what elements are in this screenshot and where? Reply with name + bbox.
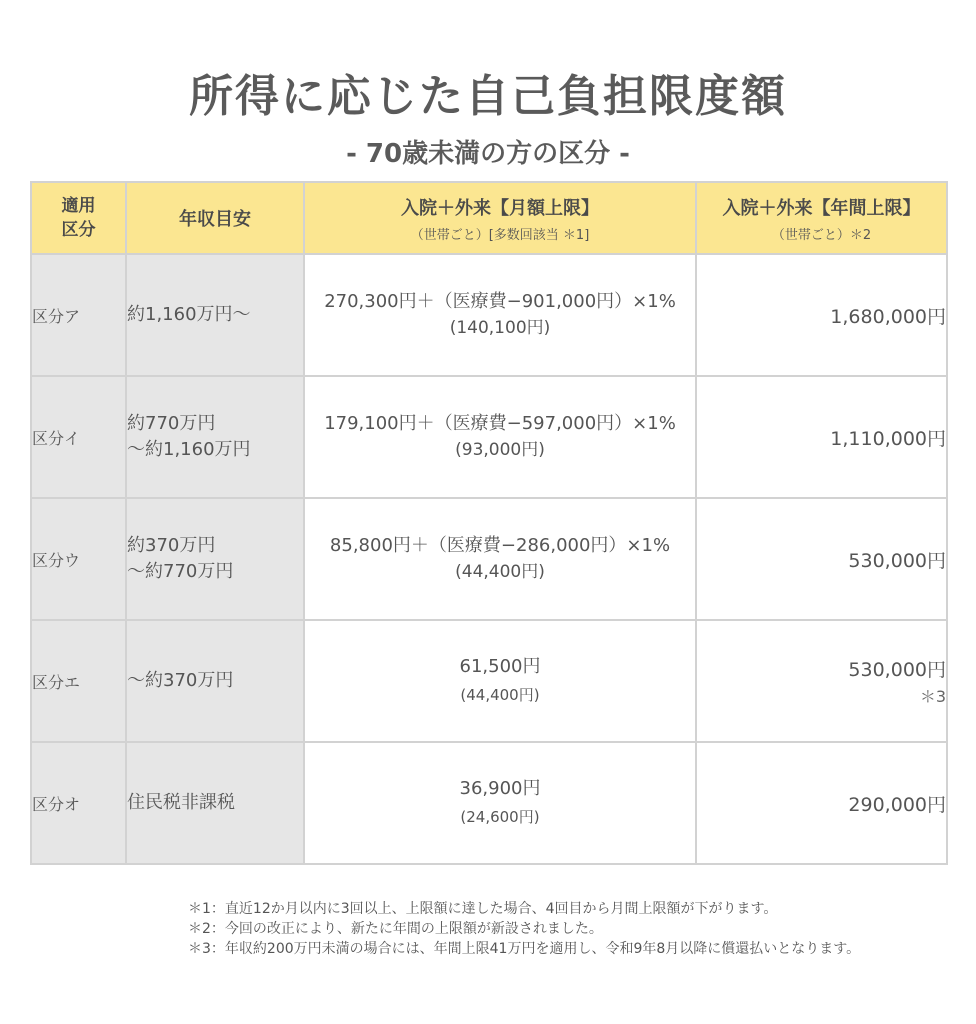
- footnotes: [188, 899, 860, 959]
- row-annual-value: 1,680,000円: [830, 305, 946, 328]
- row-annual: [696, 620, 947, 742]
- row-monthly-multiple: (93,000円): [455, 440, 545, 460]
- row-monthly-multiple: (140,100円): [449, 318, 551, 338]
- row-annual-value: 1,110,000円: [830, 427, 946, 450]
- row-income-line: 約1,160万円〜: [127, 304, 251, 325]
- table-row: [31, 376, 947, 498]
- header-income: 年収目安: [126, 182, 304, 254]
- row-income: [126, 254, 304, 376]
- row-monthly-multiple: (44,400円): [455, 562, 545, 582]
- header-monthly-main: 入院＋外来【月額上限】: [401, 197, 599, 219]
- row-monthly-formula: 61,500円: [459, 656, 541, 677]
- row-income-line: 約770万円: [127, 413, 216, 434]
- header-category-line1: 適用: [61, 196, 96, 216]
- row-monthly-formula: 36,900円: [459, 778, 541, 799]
- row-monthly: [304, 742, 696, 864]
- row-monthly-multiple: (44,400円): [460, 686, 540, 704]
- row-annual-value: 530,000円: [848, 659, 946, 681]
- row-category: 区分ア: [31, 254, 126, 376]
- row-monthly: [304, 254, 696, 376]
- header-category-line2: 区分: [61, 220, 96, 240]
- row-income-line: 〜約770万円: [127, 561, 234, 582]
- row-annual: [696, 254, 947, 376]
- row-annual-value: 530,000円: [848, 549, 946, 572]
- table-row: [31, 620, 947, 742]
- row-monthly: [304, 376, 696, 498]
- row-annual: [696, 498, 947, 620]
- page-title: 所得に応じた自己負担限度額: [189, 71, 787, 122]
- header-annual-sub: （世帯ごと）＊2: [771, 227, 872, 243]
- row-annual-value: 290,000円: [848, 793, 946, 816]
- limit-table: [30, 181, 948, 865]
- page-subtitle: - 70歳未満の方の区分 -: [346, 139, 630, 169]
- row-income-line: 〜約1,160万円: [127, 439, 251, 460]
- table-header-row: [31, 182, 947, 254]
- row-monthly: [304, 620, 696, 742]
- row-annual: [696, 742, 947, 864]
- row-category: 区分イ: [31, 376, 126, 498]
- row-category: 区分エ: [31, 620, 126, 742]
- row-income-line: 約370万円: [127, 535, 216, 556]
- table-row: [31, 742, 947, 864]
- row-annual: [696, 376, 947, 498]
- row-income: [126, 376, 304, 498]
- row-income: [126, 742, 304, 864]
- row-monthly-formula: 270,300円＋（医療費−901,000円）×1%: [324, 291, 676, 312]
- row-monthly-formula: 85,800円＋（医療費−286,000円）×1%: [329, 535, 671, 556]
- header-monthly-sub: （世帯ごと）[多数回該当 ＊1]: [410, 227, 590, 243]
- row-income: [126, 498, 304, 620]
- row-monthly-multiple: (24,600円): [460, 808, 540, 826]
- footnote-2: ＊2：今回の改正により、新たに年間の上限額が新設されました。: [188, 921, 603, 937]
- table-row: [31, 254, 947, 376]
- row-monthly: [304, 498, 696, 620]
- row-income: [126, 620, 304, 742]
- header-monthly: [304, 182, 696, 254]
- footnote-3: ＊3：年収約200万円未満の場合には、年間上限41万円を適用し、令和9年8月以降に償還払いとなります。: [188, 941, 861, 957]
- header-category: [31, 182, 126, 254]
- row-monthly-formula: 179,100円＋（医療費−597,000円）×1%: [324, 413, 676, 434]
- row-income-line: 〜約370万円: [127, 670, 234, 691]
- row-category: 区分ウ: [31, 498, 126, 620]
- row-annual-note: ＊3: [919, 687, 946, 706]
- header-annual: [696, 182, 947, 254]
- row-category: 区分オ: [31, 742, 126, 864]
- header-annual-main: 入院＋外来【年間上限】: [722, 197, 921, 219]
- footnote-1: ＊1：直近12か月以内に3回以上、上限額に達した場合、4回目から月間上限額が下がります。: [188, 901, 778, 917]
- row-income-line: 住民税非課税: [127, 792, 235, 813]
- table-row: [31, 498, 947, 620]
